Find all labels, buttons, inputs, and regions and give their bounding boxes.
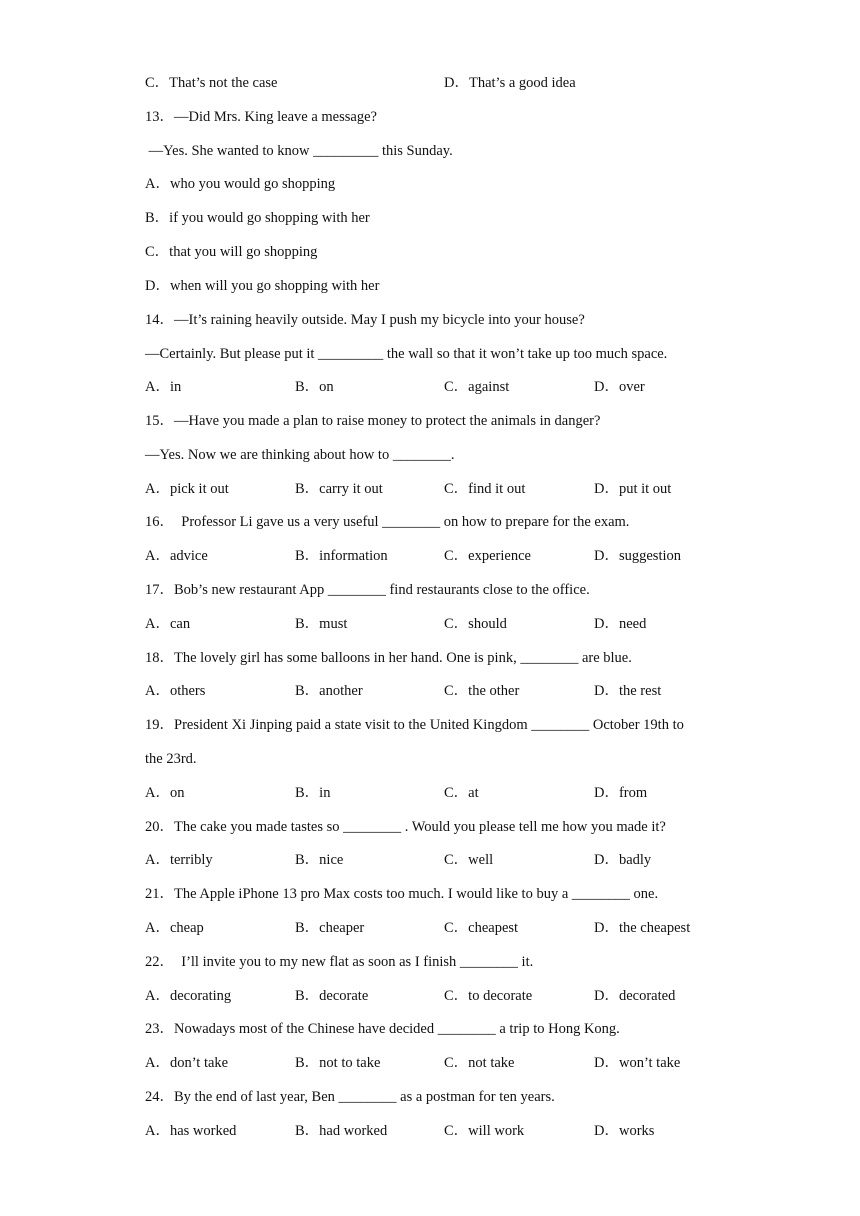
option-a: A．pick it out (145, 481, 229, 497)
option-b: B．carry it out (295, 481, 383, 497)
option-text: C．That’s not the case (145, 75, 278, 91)
option-a: A．can (145, 616, 191, 632)
option-a: A．don’t take (145, 1055, 229, 1071)
option-a: A．advice (145, 548, 208, 564)
option-c: C．experience (444, 548, 531, 564)
question-stem: —Yes. She wanted to know _________ this Sunday. (145, 143, 453, 159)
question-stem: the 23rd. (145, 751, 197, 767)
question-stem: 14．—It’s raining heavily outside. May I push my bicycle into your house? (145, 312, 585, 328)
question-stem: —Certainly. But please put it _________ the wall so that it won’t take up too much space. (145, 346, 668, 362)
option-a: A．others (145, 683, 206, 699)
option-d: D．need (594, 616, 647, 632)
question-stem: 21．The Apple iPhone 13 pro Max costs too much. I would like to buy a ________ one. (145, 886, 659, 902)
option-b: B．not to take (295, 1055, 381, 1071)
option-d: D．suggestion (594, 548, 681, 564)
option-a: A．terribly (145, 852, 213, 868)
question-stem: 15．—Have you made a plan to raise money to protect the animals in danger? (145, 413, 601, 429)
question-stem: 24．By the end of last year, Ben ________ as a postman for ten years. (145, 1089, 555, 1105)
option-d: D．badly (594, 852, 652, 868)
option-text: C．that you will go shopping (145, 244, 318, 260)
option-c: C．should (444, 616, 507, 632)
option-b: B．on (295, 379, 334, 395)
option-a: A．decorating (145, 988, 232, 1004)
option-b: B．another (295, 683, 363, 699)
question-stem: 23．Nowadays most of the Chinese have decided ________ a trip to Hong Kong. (145, 1021, 620, 1037)
question-stem: 22． I’ll invite you to my new flat as soon as I finish ________ it. (145, 954, 534, 970)
question-stem: 16． Professor Li gave us a very useful ________ on how to prepare for the exam. (145, 514, 630, 530)
option-d: D．the cheapest (594, 920, 691, 936)
option-d: D．the rest (594, 683, 662, 699)
option-a: A．cheap (145, 920, 204, 936)
question-stem: —Yes. Now we are thinking about how to ________. (145, 447, 455, 463)
option-d: D．put it out (594, 481, 672, 497)
option-b: B．cheaper (295, 920, 365, 936)
option-b: B．must (295, 616, 348, 632)
option-d: D．won’t take (594, 1055, 681, 1071)
option-c: C．against (444, 379, 510, 395)
option-text: D．That’s a good idea (444, 75, 576, 91)
option-c: C．not take (444, 1055, 515, 1071)
question-stem: 20．The cake you made tastes so ________ . Would you please tell me how you made it? (145, 819, 666, 835)
option-text: A．who you would go shopping (145, 176, 336, 192)
option-b: B．in (295, 785, 331, 801)
option-d: D．from (594, 785, 648, 801)
option-c: C．cheapest (444, 920, 519, 936)
option-d: D．decorated (594, 988, 676, 1004)
option-c: C．at (444, 785, 479, 801)
option-c: C．to decorate (444, 988, 533, 1004)
option-d: D．works (594, 1123, 655, 1139)
question-stem: 18．The lovely girl has some balloons in her hand. One is pink, ________ are blue. (145, 650, 632, 666)
option-text: B．if you would go shopping with her (145, 210, 370, 226)
option-c: C．will work (444, 1123, 525, 1139)
option-a: A．on (145, 785, 185, 801)
question-stem: 17．Bob’s new restaurant App ________ find restaurants close to the office. (145, 582, 590, 598)
option-b: B．information (295, 548, 388, 564)
option-a: A．in (145, 379, 182, 395)
option-a: A．has worked (145, 1123, 237, 1139)
option-b: B．decorate (295, 988, 369, 1004)
question-stem: 19．President Xi Jinping paid a state visit to the United Kingdom ________ October 19th to (145, 717, 684, 733)
option-b: B．nice (295, 852, 344, 868)
option-c: C．well (444, 852, 494, 868)
option-c: C．the other (444, 683, 520, 699)
option-b: B．had worked (295, 1123, 388, 1139)
option-d: D．over (594, 379, 645, 395)
question-stem: 13．—Did Mrs. King leave a message? (145, 109, 377, 125)
option-c: C．find it out (444, 481, 526, 497)
option-text: D．when will you go shopping with her (145, 278, 380, 294)
